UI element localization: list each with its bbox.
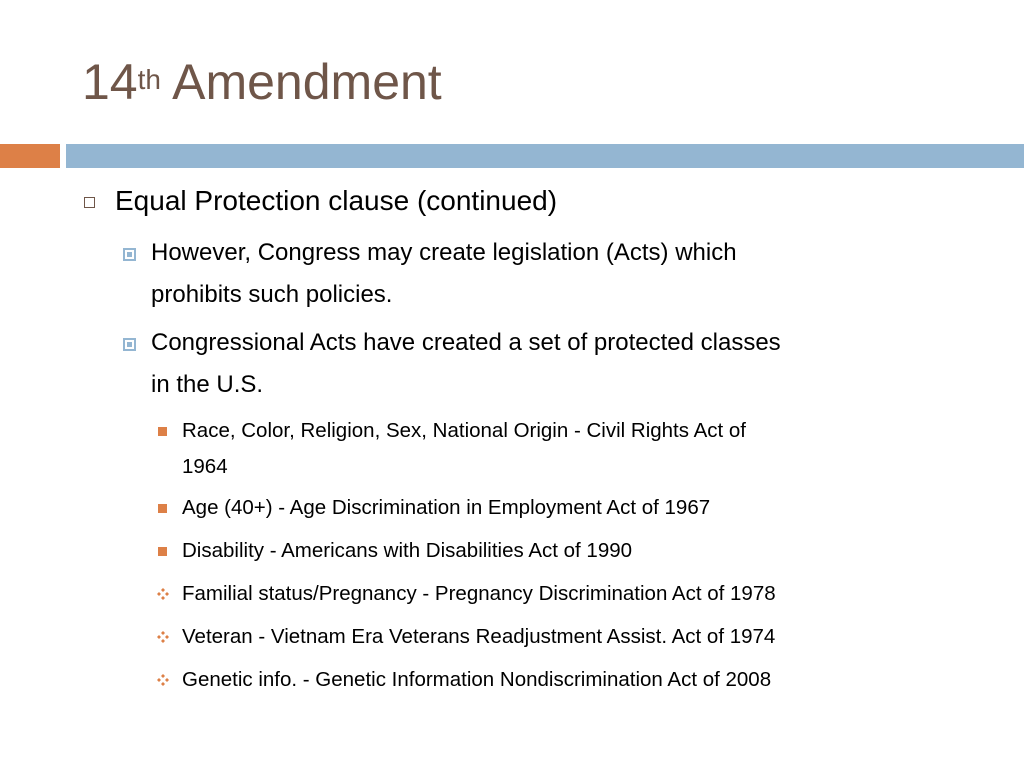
accent-bar-blue [66,144,1024,168]
accent-bar-orange [0,144,60,168]
slide-title [82,52,442,112]
bullet-level3-genetic-information-act: Genetic info. - Genetic Information Nondiscrimination Act of 2008 [182,668,772,691]
bullet-level1-equal-protection: Equal Protection clause (continued) [115,185,558,216]
bullet-level2-congress-legislation-line2: prohibits such policies. [151,281,393,308]
hollow-square-bullet-icon [84,197,95,208]
four-diamond-bullet-icon [157,588,169,600]
four-diamond-bullet-icon [157,674,169,686]
bullet-level3-civil-rights-act-line1: Race, Color, Religion, Sex, National Origin - Civil Rights Act of [182,419,746,442]
boxed-square-bullet-icon [123,338,136,351]
bullet-level3-pregnancy-discrimination-act: Familial status/Pregnancy - Pregnancy Discrimination Act of 1978 [182,582,776,605]
bullet-level2-protected-classes-line2: in the U.S. [151,371,264,398]
boxed-square-bullet-icon [123,248,136,261]
orange-square-bullet-icon [158,427,167,436]
title-ordinal-suffix: th [137,64,161,95]
orange-square-bullet-icon [158,504,167,513]
bullet-level2-protected-classes-line1: Congressional Acts have created a set of protected classes [151,329,781,356]
title-text: Amendment [160,54,442,110]
bullet-level3-veterans-readjustment-act: Veteran - Vietnam Era Veterans Readjustment Assist. Act of 1974 [182,625,776,648]
orange-square-bullet-icon [158,547,167,556]
bullet-level3-disabilities-act: Disability - Americans with Disabilities Act of 1990 [182,539,633,562]
four-diamond-bullet-icon [157,631,169,643]
title-number: 14 [82,54,138,110]
bullet-level3-civil-rights-act-line2: 1964 [182,455,228,478]
bullet-level3-age-discrimination-act: Age (40+) - Age Discrimination in Employment Act of 1967 [182,496,711,519]
bullet-level2-congress-legislation-line1: However, Congress may create legislation (Acts) which [151,239,737,266]
